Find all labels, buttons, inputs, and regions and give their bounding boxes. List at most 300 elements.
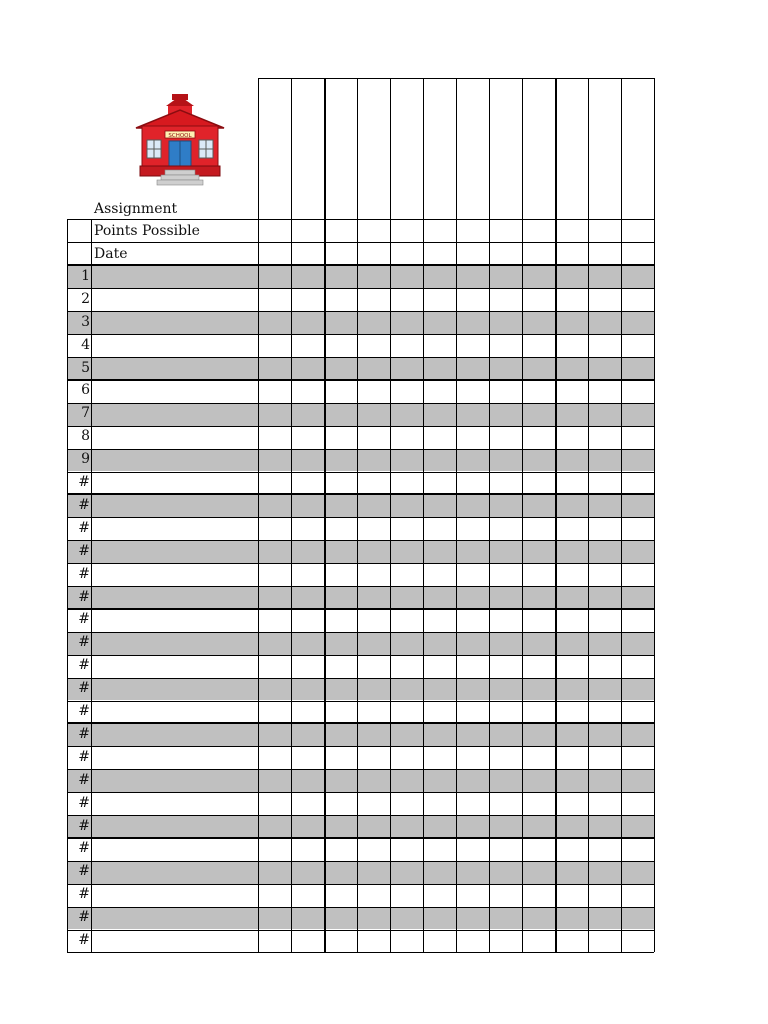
grade-cell[interactable] (291, 655, 324, 678)
student-name-cell[interactable] (91, 334, 258, 357)
grade-cell[interactable] (390, 380, 423, 403)
grade-cell[interactable] (324, 426, 357, 449)
grade-cell[interactable] (588, 701, 621, 724)
grade-cell[interactable] (258, 723, 291, 746)
grade-cell[interactable] (390, 357, 423, 380)
grade-cell[interactable] (522, 746, 555, 769)
grade-cell[interactable] (621, 723, 654, 746)
grade-cell[interactable] (324, 632, 357, 655)
grade-cell[interactable] (291, 815, 324, 838)
grade-cell[interactable] (522, 494, 555, 517)
grade-cell[interactable] (489, 403, 522, 426)
grade-cell[interactable] (291, 311, 324, 334)
grade-cell[interactable] (588, 540, 621, 563)
grade-cell[interactable] (555, 815, 588, 838)
grade-cell[interactable] (621, 884, 654, 907)
grade-cell[interactable] (291, 265, 324, 288)
student-name-cell[interactable] (91, 769, 258, 792)
grade-cell[interactable] (522, 311, 555, 334)
grade-cell[interactable] (588, 884, 621, 907)
student-name-cell[interactable] (91, 701, 258, 724)
grade-cell[interactable] (357, 723, 390, 746)
grade-cell[interactable] (489, 494, 522, 517)
grade-cell[interactable] (489, 357, 522, 380)
grade-cell[interactable] (390, 517, 423, 540)
grade-cell[interactable] (489, 517, 522, 540)
grade-cell[interactable] (357, 792, 390, 815)
grade-cell[interactable] (489, 265, 522, 288)
grade-cell[interactable] (522, 609, 555, 632)
student-name-cell[interactable] (91, 632, 258, 655)
grade-cell[interactable] (456, 930, 489, 953)
grade-cell[interactable] (357, 655, 390, 678)
grade-cell[interactable] (588, 563, 621, 586)
grade-cell[interactable] (423, 701, 456, 724)
grade-cell[interactable] (258, 449, 291, 472)
grade-cell[interactable] (324, 907, 357, 930)
grade-cell[interactable] (621, 334, 654, 357)
grade-cell[interactable] (291, 426, 324, 449)
grade-cell[interactable] (489, 861, 522, 884)
grade-cell[interactable] (588, 357, 621, 380)
student-name-cell[interactable] (91, 288, 258, 311)
grade-cell[interactable] (258, 563, 291, 586)
grade-cell[interactable] (555, 586, 588, 609)
grade-cell[interactable] (588, 265, 621, 288)
grade-cell[interactable] (423, 357, 456, 380)
grade-cell[interactable] (291, 701, 324, 724)
grade-cell[interactable] (324, 288, 357, 311)
grade-cell[interactable] (423, 403, 456, 426)
grade-cell[interactable] (621, 380, 654, 403)
grade-cell[interactable] (555, 838, 588, 861)
grade-cell[interactable] (324, 769, 357, 792)
grade-cell[interactable] (423, 426, 456, 449)
grade-cell[interactable] (390, 494, 423, 517)
grade-cell[interactable] (423, 334, 456, 357)
grade-cell[interactable] (489, 632, 522, 655)
grade-cell[interactable] (489, 449, 522, 472)
grade-cell[interactable] (588, 838, 621, 861)
grade-cell[interactable] (522, 288, 555, 311)
grade-cell[interactable] (555, 563, 588, 586)
grade-cell[interactable] (456, 449, 489, 472)
grade-cell[interactable] (423, 494, 456, 517)
grade-cell[interactable] (423, 265, 456, 288)
grade-cell[interactable] (588, 494, 621, 517)
grade-cell[interactable] (456, 494, 489, 517)
student-name-cell[interactable] (91, 403, 258, 426)
student-name-cell[interactable] (91, 517, 258, 540)
grade-cell[interactable] (258, 540, 291, 563)
grade-cell[interactable] (423, 632, 456, 655)
grade-cell[interactable] (390, 815, 423, 838)
grade-cell[interactable] (588, 930, 621, 953)
student-name-cell[interactable] (91, 838, 258, 861)
grade-cell[interactable] (291, 586, 324, 609)
grade-cell[interactable] (621, 678, 654, 701)
grade-cell[interactable] (423, 609, 456, 632)
grade-cell[interactable] (456, 563, 489, 586)
grade-cell[interactable] (291, 540, 324, 563)
grade-cell[interactable] (621, 930, 654, 953)
grade-cell[interactable] (588, 815, 621, 838)
grade-cell[interactable] (621, 540, 654, 563)
grade-cell[interactable] (522, 334, 555, 357)
grade-cell[interactable] (621, 265, 654, 288)
student-name-cell[interactable] (91, 357, 258, 380)
grade-cell[interactable] (423, 884, 456, 907)
grade-cell[interactable] (258, 632, 291, 655)
grade-cell[interactable] (324, 494, 357, 517)
grade-cell[interactable] (456, 632, 489, 655)
grade-cell[interactable] (390, 701, 423, 724)
grade-cell[interactable] (555, 334, 588, 357)
grade-cell[interactable] (522, 930, 555, 953)
grade-cell[interactable] (258, 609, 291, 632)
grade-cell[interactable] (324, 861, 357, 884)
grade-cell[interactable] (324, 930, 357, 953)
grade-cell[interactable] (522, 838, 555, 861)
grade-cell[interactable] (555, 861, 588, 884)
grade-cell[interactable] (324, 586, 357, 609)
grade-cell[interactable] (621, 426, 654, 449)
grade-cell[interactable] (390, 723, 423, 746)
grade-cell[interactable] (258, 838, 291, 861)
grade-cell[interactable] (291, 357, 324, 380)
grade-cell[interactable] (291, 746, 324, 769)
student-name-cell[interactable] (91, 586, 258, 609)
grade-cell[interactable] (324, 655, 357, 678)
grade-cell[interactable] (324, 723, 357, 746)
grade-cell[interactable] (258, 769, 291, 792)
grade-cell[interactable] (258, 792, 291, 815)
grade-cell[interactable] (555, 907, 588, 930)
grade-cell[interactable] (423, 746, 456, 769)
grade-cell[interactable] (489, 472, 522, 495)
grade-cell[interactable] (522, 723, 555, 746)
grade-cell[interactable] (357, 930, 390, 953)
grade-cell[interactable] (291, 517, 324, 540)
grade-cell[interactable] (555, 380, 588, 403)
grade-cell[interactable] (456, 517, 489, 540)
grade-cell[interactable] (456, 265, 489, 288)
grade-cell[interactable] (489, 701, 522, 724)
grade-cell[interactable] (489, 907, 522, 930)
grade-cell[interactable] (291, 678, 324, 701)
grade-cell[interactable] (555, 517, 588, 540)
grade-cell[interactable] (423, 792, 456, 815)
grade-cell[interactable] (489, 723, 522, 746)
grade-cell[interactable] (621, 472, 654, 495)
grade-cell[interactable] (522, 265, 555, 288)
student-name-cell[interactable] (91, 907, 258, 930)
grade-cell[interactable] (621, 517, 654, 540)
grade-cell[interactable] (390, 907, 423, 930)
grade-cell[interactable] (489, 792, 522, 815)
student-name-cell[interactable] (91, 746, 258, 769)
grade-cell[interactable] (324, 701, 357, 724)
grade-cell[interactable] (357, 472, 390, 495)
grade-cell[interactable] (390, 403, 423, 426)
grade-cell[interactable] (324, 609, 357, 632)
grade-cell[interactable] (291, 907, 324, 930)
grade-cell[interactable] (390, 609, 423, 632)
grade-cell[interactable] (291, 930, 324, 953)
grade-cell[interactable] (258, 334, 291, 357)
grade-cell[interactable] (390, 861, 423, 884)
grade-cell[interactable] (258, 701, 291, 724)
grade-cell[interactable] (456, 426, 489, 449)
grade-cell[interactable] (291, 403, 324, 426)
grade-cell[interactable] (291, 334, 324, 357)
grade-cell[interactable] (291, 288, 324, 311)
grade-cell[interactable] (456, 334, 489, 357)
grade-cell[interactable] (522, 907, 555, 930)
grade-cell[interactable] (621, 449, 654, 472)
grade-cell[interactable] (324, 357, 357, 380)
grade-cell[interactable] (489, 540, 522, 563)
grade-cell[interactable] (258, 311, 291, 334)
grade-cell[interactable] (324, 517, 357, 540)
grade-cell[interactable] (555, 426, 588, 449)
grade-cell[interactable] (555, 723, 588, 746)
grade-cell[interactable] (423, 838, 456, 861)
grade-cell[interactable] (423, 540, 456, 563)
grade-cell[interactable] (357, 907, 390, 930)
grade-cell[interactable] (588, 586, 621, 609)
grade-cell[interactable] (456, 861, 489, 884)
grade-cell[interactable] (423, 472, 456, 495)
grade-cell[interactable] (555, 930, 588, 953)
grade-cell[interactable] (258, 655, 291, 678)
grade-cell[interactable] (555, 655, 588, 678)
grade-cell[interactable] (357, 838, 390, 861)
grade-cell[interactable] (291, 449, 324, 472)
grade-cell[interactable] (456, 792, 489, 815)
grade-cell[interactable] (423, 517, 456, 540)
grade-cell[interactable] (324, 311, 357, 334)
grade-cell[interactable] (621, 769, 654, 792)
grade-cell[interactable] (258, 815, 291, 838)
grade-cell[interactable] (489, 380, 522, 403)
student-name-cell[interactable] (91, 723, 258, 746)
grade-cell[interactable] (456, 586, 489, 609)
grade-cell[interactable] (621, 655, 654, 678)
grade-cell[interactable] (522, 792, 555, 815)
grade-cell[interactable] (291, 494, 324, 517)
grade-cell[interactable] (555, 746, 588, 769)
grade-cell[interactable] (357, 449, 390, 472)
grade-cell[interactable] (423, 861, 456, 884)
grade-cell[interactable] (258, 930, 291, 953)
grade-cell[interactable] (555, 701, 588, 724)
grade-cell[interactable] (489, 884, 522, 907)
grade-cell[interactable] (489, 426, 522, 449)
grade-cell[interactable] (357, 357, 390, 380)
grade-cell[interactable] (456, 746, 489, 769)
grade-cell[interactable] (291, 838, 324, 861)
grade-cell[interactable] (258, 884, 291, 907)
grade-cell[interactable] (390, 311, 423, 334)
grade-cell[interactable] (588, 632, 621, 655)
student-name-cell[interactable] (91, 861, 258, 884)
grade-cell[interactable] (456, 815, 489, 838)
grade-cell[interactable] (258, 380, 291, 403)
grade-cell[interactable] (324, 838, 357, 861)
grade-cell[interactable] (456, 701, 489, 724)
grade-cell[interactable] (357, 540, 390, 563)
grade-cell[interactable] (456, 884, 489, 907)
grade-cell[interactable] (390, 838, 423, 861)
grade-cell[interactable] (357, 586, 390, 609)
grade-cell[interactable] (324, 380, 357, 403)
grade-cell[interactable] (621, 609, 654, 632)
grade-cell[interactable] (324, 746, 357, 769)
grade-cell[interactable] (258, 472, 291, 495)
grade-cell[interactable] (423, 311, 456, 334)
grade-cell[interactable] (258, 494, 291, 517)
grade-cell[interactable] (588, 792, 621, 815)
grade-cell[interactable] (423, 449, 456, 472)
grade-cell[interactable] (522, 701, 555, 724)
grade-cell[interactable] (588, 426, 621, 449)
grade-cell[interactable] (357, 678, 390, 701)
grade-cell[interactable] (423, 563, 456, 586)
student-name-cell[interactable] (91, 494, 258, 517)
student-name-cell[interactable] (91, 792, 258, 815)
grade-cell[interactable] (555, 265, 588, 288)
student-name-cell[interactable] (91, 449, 258, 472)
grade-cell[interactable] (291, 609, 324, 632)
grade-cell[interactable] (522, 815, 555, 838)
grade-cell[interactable] (357, 815, 390, 838)
grade-cell[interactable] (522, 472, 555, 495)
grade-cell[interactable] (522, 769, 555, 792)
grade-cell[interactable] (291, 861, 324, 884)
grade-cell[interactable] (258, 403, 291, 426)
grade-cell[interactable] (357, 288, 390, 311)
grade-cell[interactable] (489, 334, 522, 357)
grade-cell[interactable] (555, 678, 588, 701)
grade-cell[interactable] (357, 701, 390, 724)
grade-cell[interactable] (489, 655, 522, 678)
student-name-cell[interactable] (91, 815, 258, 838)
student-name-cell[interactable] (91, 265, 258, 288)
grade-cell[interactable] (357, 311, 390, 334)
grade-cell[interactable] (522, 678, 555, 701)
grade-cell[interactable] (291, 884, 324, 907)
grade-cell[interactable] (588, 723, 621, 746)
grade-cell[interactable] (621, 288, 654, 311)
grade-cell[interactable] (390, 540, 423, 563)
grade-cell[interactable] (456, 907, 489, 930)
grade-cell[interactable] (555, 357, 588, 380)
grade-cell[interactable] (423, 678, 456, 701)
student-name-cell[interactable] (91, 609, 258, 632)
grade-cell[interactable] (555, 472, 588, 495)
grade-cell[interactable] (390, 334, 423, 357)
grade-cell[interactable] (522, 426, 555, 449)
grade-cell[interactable] (489, 746, 522, 769)
grade-cell[interactable] (522, 861, 555, 884)
grade-cell[interactable] (489, 678, 522, 701)
grade-cell[interactable] (357, 403, 390, 426)
student-name-cell[interactable] (91, 311, 258, 334)
student-name-cell[interactable] (91, 540, 258, 563)
grade-cell[interactable] (588, 334, 621, 357)
grade-cell[interactable] (555, 494, 588, 517)
grade-cell[interactable] (357, 609, 390, 632)
grade-cell[interactable] (390, 426, 423, 449)
grade-cell[interactable] (555, 403, 588, 426)
grade-cell[interactable] (291, 632, 324, 655)
grade-cell[interactable] (456, 678, 489, 701)
grade-cell[interactable] (621, 494, 654, 517)
grade-cell[interactable] (456, 357, 489, 380)
grade-cell[interactable] (357, 494, 390, 517)
grade-cell[interactable] (588, 861, 621, 884)
grade-cell[interactable] (522, 655, 555, 678)
grade-cell[interactable] (423, 815, 456, 838)
grade-cell[interactable] (357, 563, 390, 586)
grade-cell[interactable] (390, 472, 423, 495)
grade-cell[interactable] (324, 334, 357, 357)
grade-cell[interactable] (522, 540, 555, 563)
grade-cell[interactable] (324, 449, 357, 472)
grade-cell[interactable] (390, 655, 423, 678)
grade-cell[interactable] (324, 884, 357, 907)
grade-cell[interactable] (555, 884, 588, 907)
grade-cell[interactable] (621, 357, 654, 380)
grade-cell[interactable] (423, 723, 456, 746)
grade-cell[interactable] (324, 815, 357, 838)
grade-cell[interactable] (522, 380, 555, 403)
grade-cell[interactable] (357, 632, 390, 655)
grade-cell[interactable] (456, 472, 489, 495)
grade-cell[interactable] (456, 311, 489, 334)
grade-cell[interactable] (621, 403, 654, 426)
grade-cell[interactable] (390, 884, 423, 907)
grade-cell[interactable] (291, 769, 324, 792)
grade-cell[interactable] (258, 517, 291, 540)
grade-cell[interactable] (555, 311, 588, 334)
grade-cell[interactable] (588, 907, 621, 930)
grade-cell[interactable] (258, 746, 291, 769)
grade-cell[interactable] (258, 357, 291, 380)
grade-cell[interactable] (588, 517, 621, 540)
grade-cell[interactable] (324, 540, 357, 563)
grade-cell[interactable] (621, 792, 654, 815)
grade-cell[interactable] (489, 769, 522, 792)
grade-cell[interactable] (456, 380, 489, 403)
grade-cell[interactable] (588, 609, 621, 632)
grade-cell[interactable] (522, 449, 555, 472)
grade-cell[interactable] (291, 792, 324, 815)
grade-cell[interactable] (258, 265, 291, 288)
student-name-cell[interactable] (91, 472, 258, 495)
grade-cell[interactable] (621, 815, 654, 838)
grade-cell[interactable] (423, 907, 456, 930)
grade-cell[interactable] (555, 792, 588, 815)
grade-cell[interactable] (423, 380, 456, 403)
grade-cell[interactable] (357, 861, 390, 884)
grade-cell[interactable] (588, 380, 621, 403)
grade-cell[interactable] (324, 403, 357, 426)
student-name-cell[interactable] (91, 678, 258, 701)
grade-cell[interactable] (621, 563, 654, 586)
grade-cell[interactable] (555, 540, 588, 563)
